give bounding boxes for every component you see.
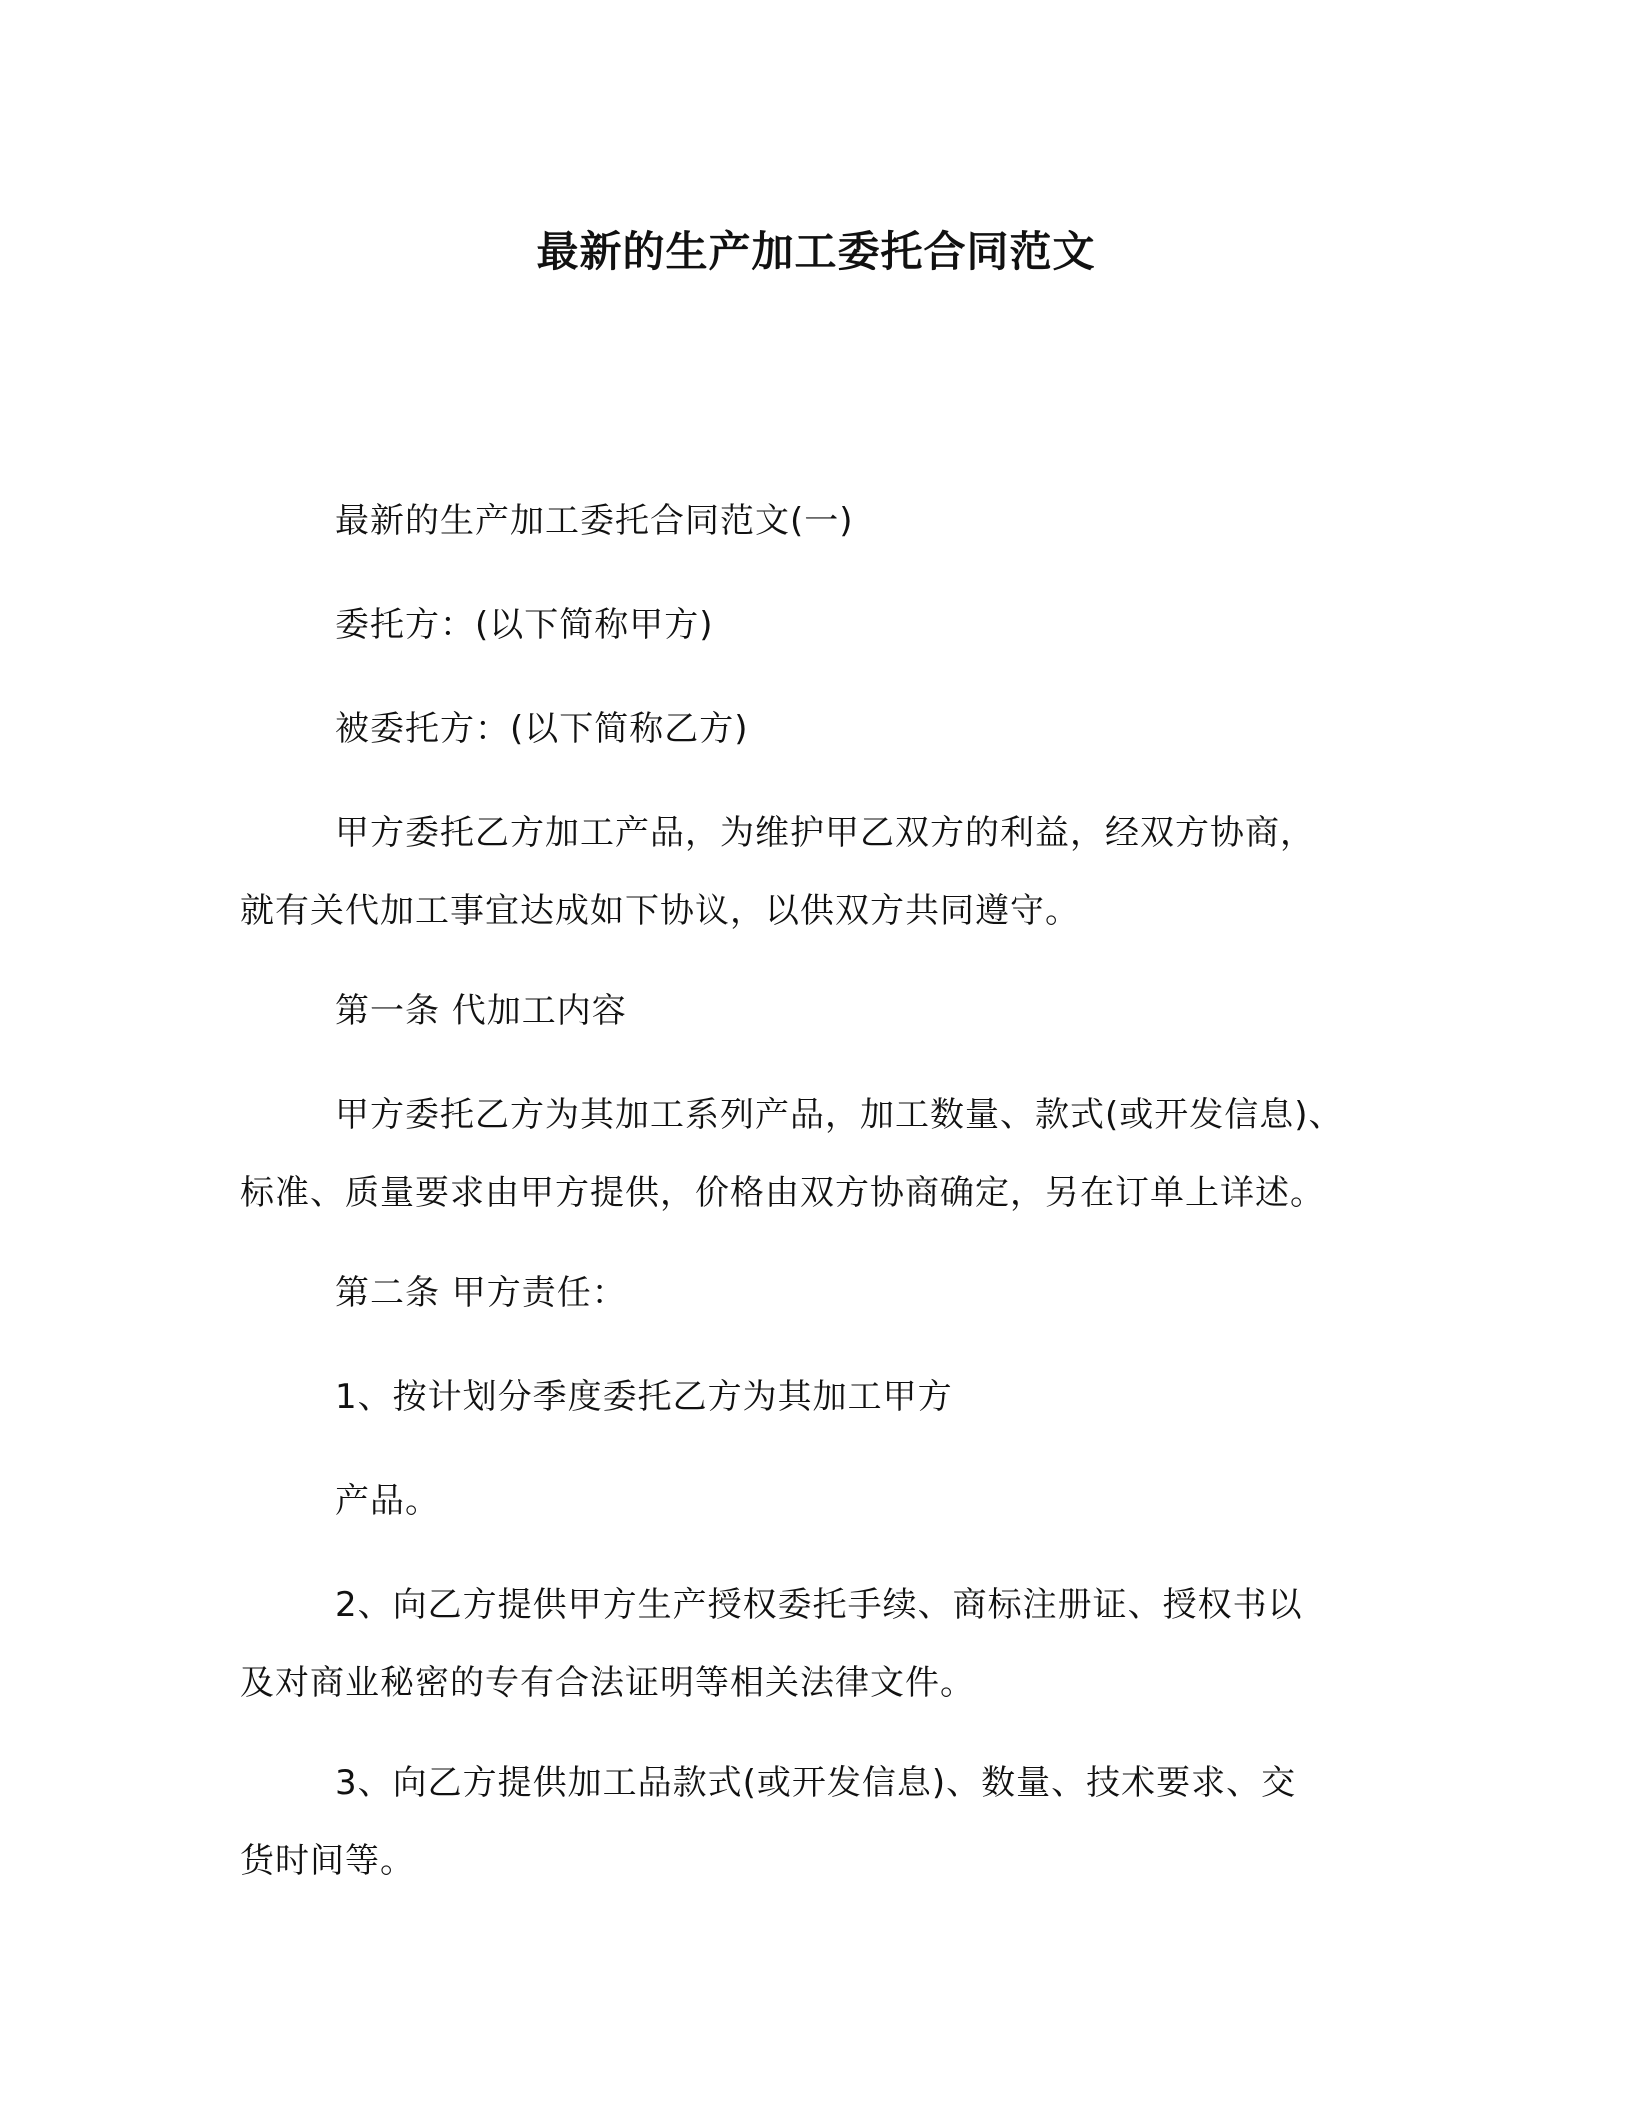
contract-subtitle: 最新的生产加工委托合同范文(一)	[335, 501, 854, 541]
document-title: 最新的生产加工委托合同范文	[536, 227, 1096, 276]
party-a-line: 委托方：(以下简称甲方)	[335, 605, 714, 645]
list-item-cont: 及对商业秘密的专有合法证明等相关法律文件。	[240, 1663, 975, 1703]
list-item: 1、按计划分季度委托乙方为其加工甲方	[335, 1377, 953, 1417]
list-item-cont: 货时间等。	[240, 1841, 415, 1881]
article-heading: 第二条 甲方责任：	[335, 1273, 627, 1313]
list-item-cont: 产品。	[335, 1481, 440, 1521]
paragraph-line: 就有关代加工事宜达成如下协议，以供双方共同遵守。	[240, 891, 1080, 931]
article-heading: 第一条 代加工内容	[335, 991, 627, 1031]
paragraph-line: 甲方委托乙方为其加工系列产品，加工数量、款式(或开发信息)、	[335, 1095, 1344, 1135]
list-item: 2、向乙方提供甲方生产授权委托手续、商标注册证、授权书以	[335, 1585, 1303, 1625]
party-b-line: 被委托方：(以下简称乙方)	[335, 709, 749, 749]
paragraph-line: 标准、质量要求由甲方提供，价格由双方协商确定，另在订单上详述。	[240, 1173, 1325, 1213]
paragraph-line: 甲方委托乙方加工产品，为维护甲乙双方的利益，经双方协商，	[335, 813, 1315, 853]
list-item: 3、向乙方提供加工品款式(或开发信息)、数量、技术要求、交	[335, 1763, 1297, 1803]
